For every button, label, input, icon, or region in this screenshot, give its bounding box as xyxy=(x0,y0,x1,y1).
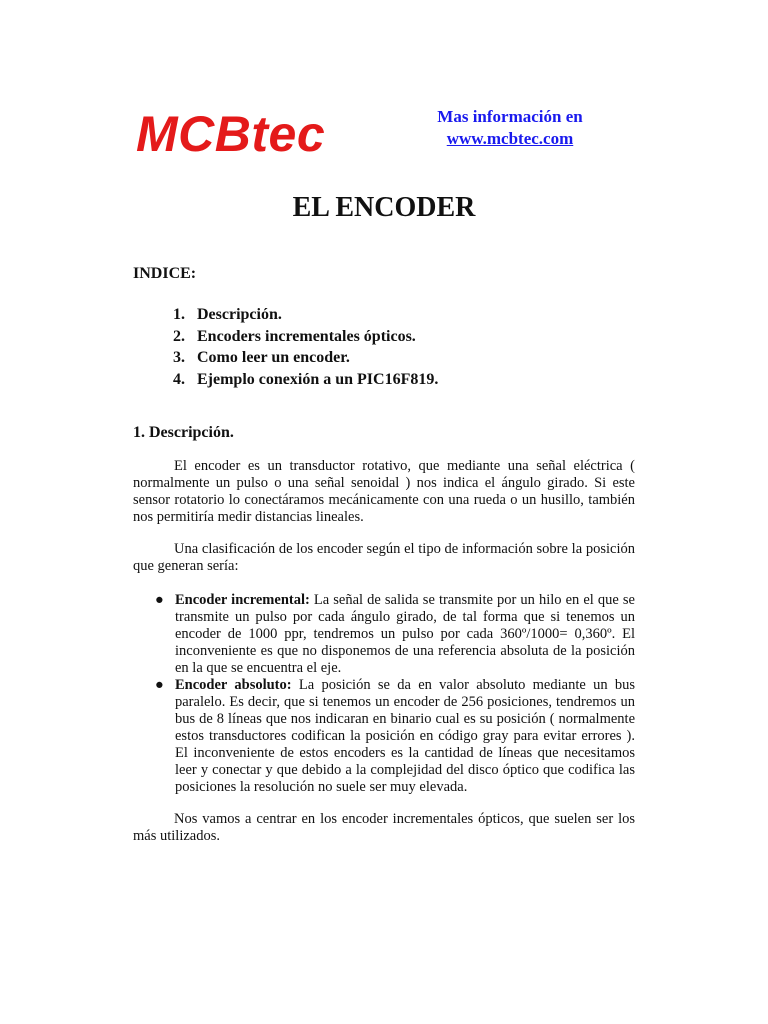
index-list xyxy=(173,304,438,390)
bullet-item xyxy=(133,592,635,677)
index-item-label: Descripción. xyxy=(197,306,282,323)
index-item-label: Ejemplo conexión a un PIC16F819. xyxy=(197,370,439,388)
index-item-label: Encoders incrementales ópticos. xyxy=(197,327,416,345)
bullet-text: La señal de salida se transmite por un hilo en el que se transmite un pulso por cada ángulo girado, de tal forma que si tenemos un encoder de 1000 ppr, tendremos un pulso por cada 360º/1000= 0,360º. El inconveniente es que no disponemos de una referencia absoluta de la posición en la que se encuentra el eje. xyxy=(175,592,635,676)
mcbtec-logo: MCBtec xyxy=(136,106,326,162)
index-item xyxy=(173,369,438,391)
index-item-label: Como leer un encoder. xyxy=(197,349,350,366)
document-title: EL ENCODER xyxy=(292,192,476,223)
paragraph: El encoder es un transductor rotativo, que mediante una señal eléctrica ( normalmente un pulso o una señal senoidal ) nos indica el ángulo girado. Si este sensor rotatorio lo conectáramos mecánicamente con una rueda o un husillo, también nos permitiría medir distancias lineales. xyxy=(133,458,635,525)
index-item-number: 4. xyxy=(173,370,185,388)
info-text: Mas información en xyxy=(437,107,583,126)
bullet-icon: ● xyxy=(155,592,164,608)
info-block xyxy=(410,106,610,150)
index-item xyxy=(173,304,438,326)
bullet-term: Encoder incremental: xyxy=(175,592,310,608)
paragraph: Nos vamos a centrar en los encoder incrementales ópticos, que suelen ser los más utilizados. xyxy=(133,811,635,844)
index-heading: INDICE: xyxy=(133,265,197,282)
index-item xyxy=(173,347,438,369)
index-item-number: 2. xyxy=(173,327,185,345)
website-link[interactable]: www.mcbtec.com xyxy=(446,129,574,148)
bullet-term: Encoder absoluto: xyxy=(175,677,292,693)
bullet-list xyxy=(133,592,635,796)
index-item xyxy=(173,326,438,348)
section-heading: 1. Descripción. xyxy=(133,424,234,441)
bullet-icon: ● xyxy=(155,677,164,693)
index-item-number: 1. xyxy=(173,306,185,323)
paragraph: Una clasificación de los encoder según el tipo de información sobre la posición que generan sería: xyxy=(133,541,635,574)
bullet-text: La posición se da en valor absoluto mediante un bus paralelo. Es decir, que si tenemos un encoder de 256 posiciones, tendremos un bus de 8 líneas que nos indicaran en binario cual es su posición ( normalmente estos transductores codifican la posición en código gray para evitar errores ). El inconveniente de estos encoders es la cantidad de líneas que necesitamos leer y conectar y que debido a la complejidad del disco óptico que codifica las posiciones la resolución no suele ser muy elevada. xyxy=(175,677,635,795)
index-item-number: 3. xyxy=(173,349,185,366)
bullet-item xyxy=(133,677,635,796)
